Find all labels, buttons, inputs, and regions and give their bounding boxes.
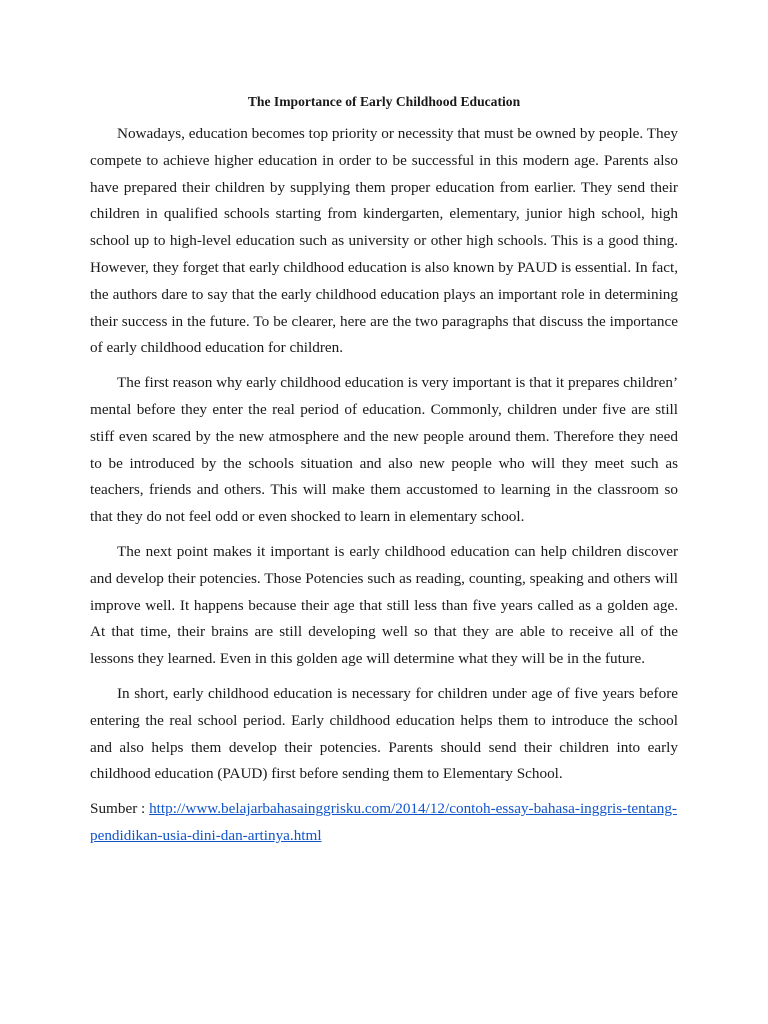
paragraph-next-point: The next point makes it important is early childhood education can help children discover and develop their potencies. Those Potencies such as reading, counting, speaking and others will improve well. It happens because their age that still less than five years called as a golden age. At that time, their brains are still developing well so that they are able to receive all of the lessons they learned. Even in this golden age will determine what they will be in the future. [90,542,678,668]
source-label: Sumber : [90,800,150,818]
source-citation [90,796,678,850]
paragraph-intro: Nowadays, education becomes top priority or necessity that must be owned by people. They compete to achieve higher education in order to be successful in this modern age. Parents also have prepared their children by supplying them proper education from earlier. They send their children in qualified schools starting from kindergarten, elementary, junior high school, high school up to high-level education such as university or other high schools. This is a good thing. However, they forget that early childhood education is also known by PAUD is essential. In fact, the authors dare to say that the early childhood education plays an important role in determining their success in the future. To be clearer, here are the two paragraphs that discuss the importance of early childhood education for children. [90,125,678,357]
paragraph-conclusion: In short, early childhood education is necessary for children under age of five years before entering the real school period. Early childhood education helps them to introduce the school and also helps them develop their potencies. Parents should send their children into early childhood education (PAUD) first before sending them to Elementary School. [90,684,678,783]
document-body [90,91,678,850]
source-link[interactable]: http://www.belajarbahasainggrisku.com/2014/12/contoh-essay-bahasa-inggris-tentang-pendidikan-usia-dini-dan-artinya.html [90,800,677,844]
document-title: The Importance of Early Childhood Education [247,94,521,109]
paragraph-first-reason: The first reason why early childhood education is very important is that it prepares children’ mental before they enter the real period of education. Commonly, children under five are still stiff even scared by the new atmosphere and the new people around them. Therefore they need to be introduced by the schools situation and also new people who will they meet such as teachers, friends and others. This will make them accustomed to learning in the classroom so that they do not feel odd or even shocked to learn in elementary school. [90,374,678,526]
